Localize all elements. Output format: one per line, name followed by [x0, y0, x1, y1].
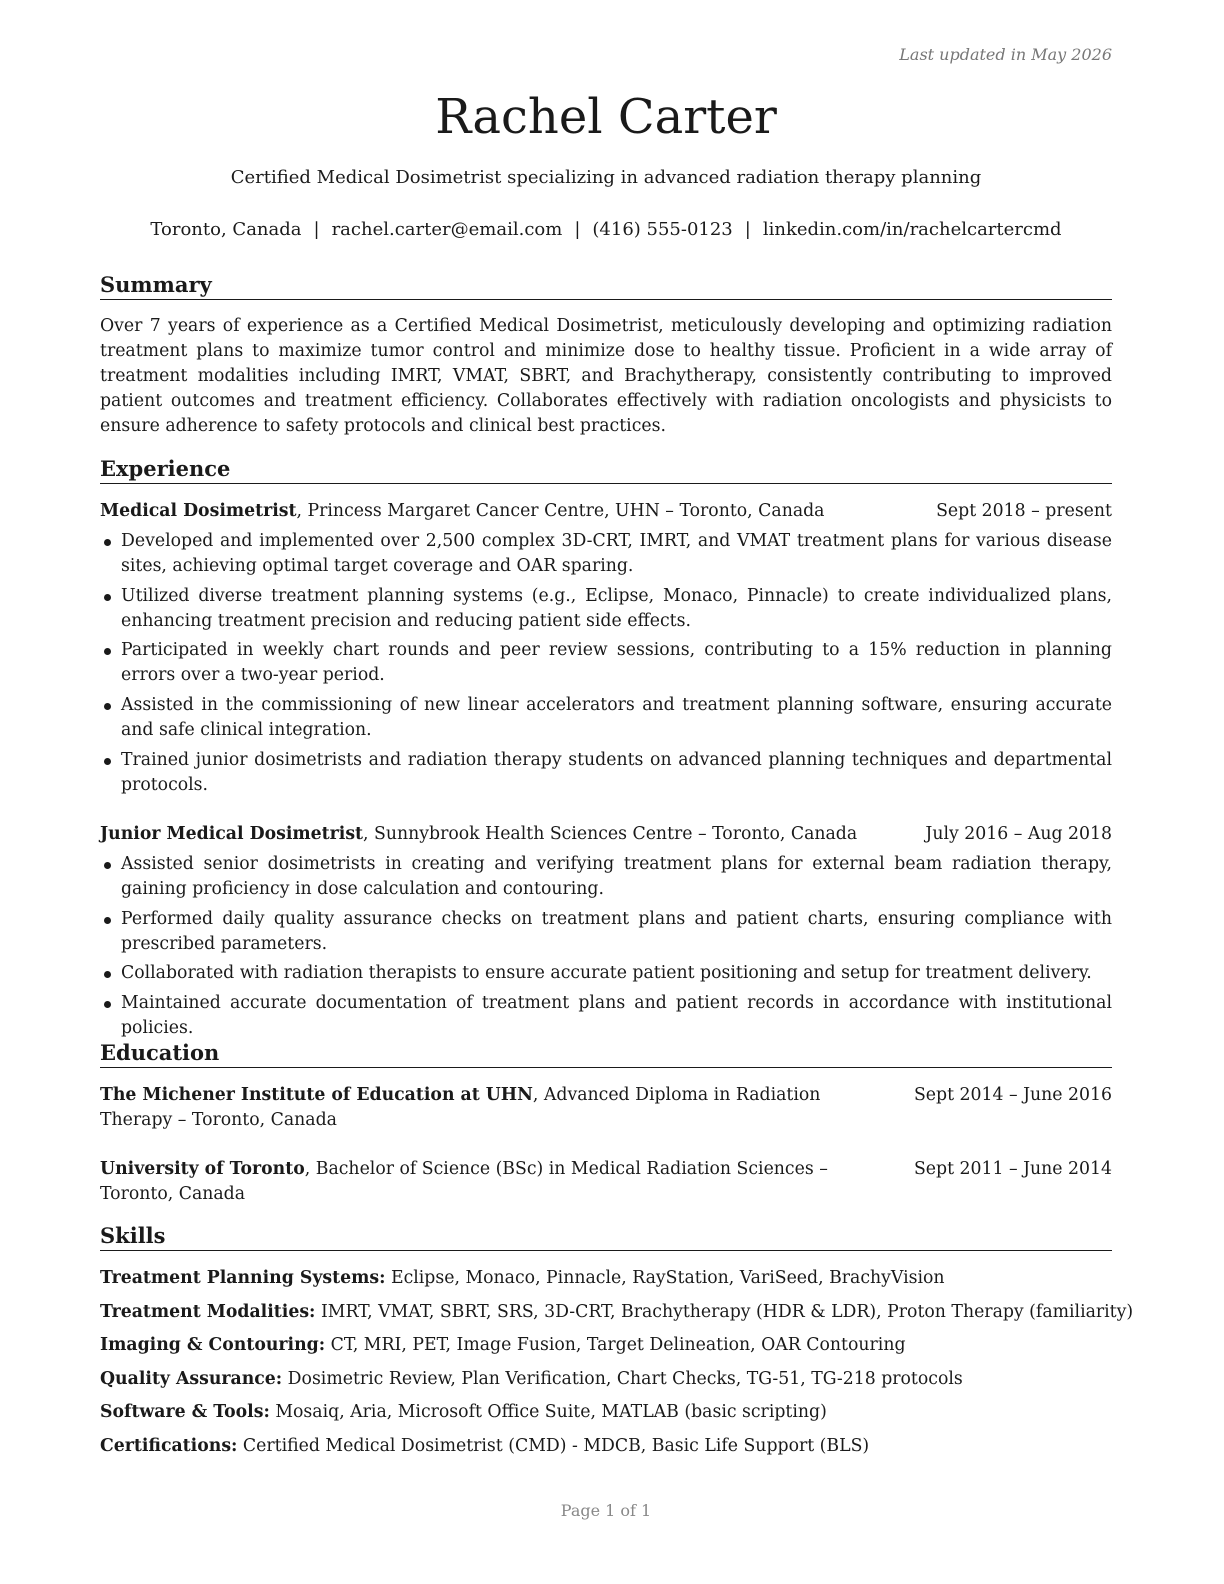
job-role: Medical Dosimetrist — [100, 501, 297, 521]
bullet-item: Utilized diverse treatment planning systems (e.g., Eclipse, Monaco, Pinnacle) to create individualized plans, enhancing treatment precision and reducing patient side effects. — [100, 584, 1112, 634]
skill-row — [100, 1300, 1134, 1334]
contact-linkedin-link[interactable]: linkedin.com/in/rachelcartercmd — [762, 219, 1062, 240]
skill-value: IMRT, VMAT, SBRT, SRS, 3D-CRT, Brachytherapy (HDR & LDR), Proton Therapy (familiarity) — [315, 1301, 1134, 1322]
job-dates: July 2016 – Aug 2018 — [925, 824, 1112, 844]
skill-row — [100, 1434, 1112, 1468]
bullet-item: Trained junior dosimetrists and radiation therapy students on advanced planning techniques and departmental protocols. — [100, 748, 1112, 798]
skill-value: Certified Medical Dosimetrist (CMD) - MDCB, Basic Life Support (BLS) — [237, 1435, 870, 1456]
contact-separator: | — [744, 219, 751, 240]
job-bullets — [100, 529, 1112, 798]
skill-label: Certifications: — [100, 1435, 238, 1456]
skill-row — [100, 1367, 1112, 1401]
skill-value: CT, MRI, PET, Image Fusion, Target Delineation, OAR Contouring — [325, 1335, 906, 1356]
last-updated-note: Last updated in May 2026 — [899, 45, 1112, 64]
job-organization: , Princess Margaret Cancer Centre, UHN – Toronto, Canada — [296, 501, 825, 521]
education-school: The Michener Institute of Education at UHN — [100, 1085, 533, 1105]
skills-list — [100, 1266, 1134, 1468]
skill-row — [100, 1266, 1112, 1300]
skill-row — [100, 1333, 1112, 1367]
experience-entry — [100, 822, 1112, 1046]
experience-entry — [100, 499, 1112, 802]
bullet-item: Maintained accurate documentation of treatment plans and patient records in accordance with institutional policies. — [100, 991, 1112, 1041]
section-title-skills: Skills — [100, 1222, 1112, 1251]
skill-label: Imaging & Contouring: — [100, 1335, 326, 1356]
candidate-name: Rachel Carter — [435, 89, 777, 145]
skill-label: Software & Tools: — [100, 1402, 270, 1423]
bullet-item: Participated in weekly chart rounds and peer review sessions, contributing to a 15% reduction in planning errors over a two-year period. — [100, 638, 1112, 688]
bullet-item: Performed daily quality assurance checks on treatment plans and patient charts, ensuring compliance with prescribed parameters. — [100, 907, 1112, 957]
resume-page — [100, 0, 1134, 1584]
education-description — [100, 1157, 890, 1207]
contact-line — [100, 219, 1112, 240]
skill-label: Treatment Modalities: — [100, 1301, 316, 1322]
job-dates: Sept 2018 – present — [936, 501, 1112, 521]
section-title-experience: Experience — [100, 455, 1112, 484]
skill-label: Quality Assurance: — [100, 1368, 283, 1389]
education-description — [100, 1083, 890, 1133]
education-detail: , Bachelor of Science (BSc) in Medical Radiation Sciences – Toronto, Canada — [100, 1159, 828, 1204]
bullet-item: Developed and implemented over 2,500 complex 3D-CRT, IMRT, and VMAT treatment plans for various disease sites, achieving optimal target coverage and OAR sparing. — [100, 529, 1112, 579]
education-entry — [100, 1157, 1112, 1207]
skill-label: Treatment Planning Systems: — [100, 1268, 386, 1288]
skill-value: Mosaiq, Aria, Microsoft Office Suite, MATLAB (basic scripting) — [269, 1402, 827, 1423]
education-entry — [100, 1083, 1112, 1133]
bullet-item: Collaborated with radiation therapists to ensure accurate patient positioning and setup for treatment delivery. — [100, 961, 1112, 986]
job-organization: , Sunnybrook Health Sciences Centre – Toronto, Canada — [363, 824, 858, 844]
skill-value: Eclipse, Monaco, Pinnacle, RayStation, VariSeed, BrachyVision — [385, 1268, 945, 1288]
contact-separator: | — [574, 219, 581, 240]
section-title-education: Education — [100, 1039, 1112, 1068]
bullet-item: Assisted senior dosimetrists in creating and verifying treatment plans for external beam radiation therapy, gaining proficiency in dose calculation and contouring. — [100, 852, 1112, 902]
job-bullets — [100, 852, 1112, 1041]
bullet-item: Assisted in the commissioning of new linear accelerators and treatment planning software, ensuring accurate and safe clinical integration. — [100, 693, 1112, 743]
education-school: University of Toronto — [100, 1159, 305, 1179]
contact-phone: (416) 555-0123 — [592, 219, 733, 240]
job-role: Junior Medical Dosimetrist — [100, 824, 364, 844]
job-header — [100, 822, 1112, 847]
candidate-headline: Certified Medical Dosimetrist specializing in advanced radiation therapy planning — [230, 167, 982, 188]
skill-row — [100, 1400, 1112, 1434]
contact-location: Toronto, Canada — [150, 219, 302, 240]
skill-value: Dosimetric Review, Plan Verification, Chart Checks, TG-51, TG-218 protocols — [282, 1368, 963, 1389]
page-number: Page 1 of 1 — [560, 1501, 652, 1520]
section-title-summary: Summary — [100, 271, 1112, 300]
contact-email-link[interactable]: rachel.carter@email.com — [331, 219, 563, 240]
job-header — [100, 499, 1112, 524]
contact-separator: | — [313, 219, 320, 240]
education-dates: Sept 2014 – June 2016 — [913, 1085, 1112, 1105]
education-detail: , Advanced Diploma in Radiation Therapy – Toronto, Canada — [100, 1085, 821, 1130]
education-dates: Sept 2011 – June 2014 — [913, 1159, 1112, 1179]
summary-text: Over 7 years of experience as a Certified Medical Dosimetrist, meticulously developing and optimizing radiation treatment plans to maximize tumor control and minimize dose to healthy tissue. Proficient in a wide array of treatment modalities including IMRT, VMAT, SBRT, and Brachytherapy, consistently contributing to improved patient outcomes and treatment efficiency. Collaborates effectively with radiation oncologists and physicists to ensure adherence to safety protocols and clinical best practices. — [100, 316, 1112, 436]
